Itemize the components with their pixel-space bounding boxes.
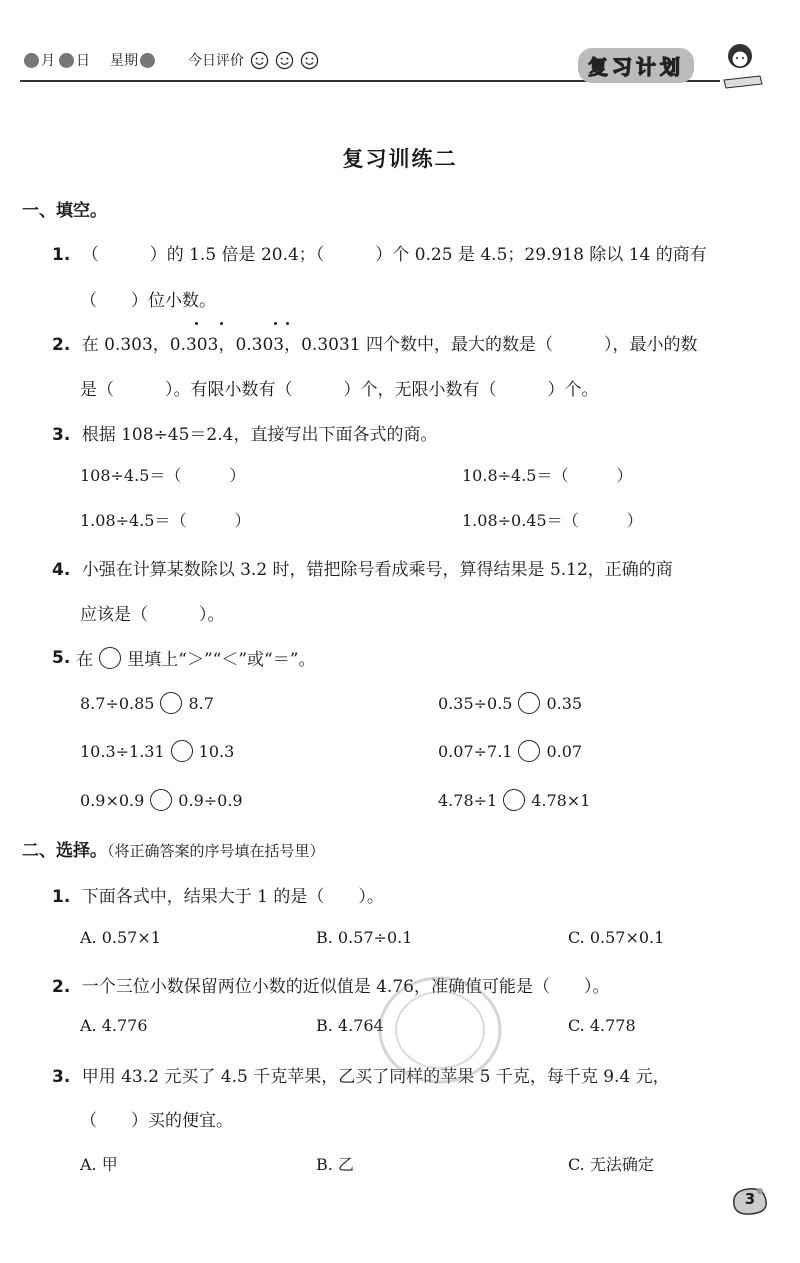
question-number: 2. xyxy=(52,977,71,997)
question-text: 下面各式中，结果大于 1 的是（ ）。 xyxy=(81,887,384,907)
compare-expression xyxy=(438,740,582,762)
option-c[interactable]: C. 无法确定 xyxy=(568,1155,654,1174)
compare-expression xyxy=(438,789,590,811)
month-blank xyxy=(24,53,39,68)
option-b[interactable]: B. 4.764 xyxy=(316,1016,384,1035)
compare-circle-input[interactable] xyxy=(171,740,193,762)
question-number: 3. xyxy=(52,425,71,445)
brand-title: 复习计划 xyxy=(578,48,694,83)
smiley-icon xyxy=(250,51,269,70)
evaluation-field xyxy=(188,50,319,70)
compare-left: 4.78÷1 xyxy=(438,790,498,810)
quotient-expression: 108÷4.5＝（ ） xyxy=(80,466,246,485)
compare-circle-input[interactable] xyxy=(518,740,540,762)
quotient-expression: 1.08÷4.5＝（ ） xyxy=(80,511,251,530)
date-fields xyxy=(22,50,157,70)
compare-expression xyxy=(438,692,582,714)
smiley-icon xyxy=(275,51,294,70)
day-label: 日 xyxy=(76,53,90,69)
watermark-stamp-icon xyxy=(370,965,510,1095)
section-heading-choice xyxy=(22,836,325,861)
question-text: （ ）的 1.5 倍是 20.4；（ ）个 0.25 是 4.5；29.918 除以 14 的商有 xyxy=(81,245,707,265)
section-note: （将正确答案的序号填在括号里） xyxy=(107,842,325,860)
student-mascot-icon xyxy=(720,40,764,90)
page-number: 3 xyxy=(744,1190,756,1208)
repeating-dot xyxy=(274,322,277,325)
question-number: 2. xyxy=(52,335,71,355)
smiley-icon xyxy=(300,51,319,70)
compare-right: 0.9÷0.9 xyxy=(178,790,243,810)
question-4-continued: 应该是（ ）。 xyxy=(80,605,225,625)
question-number: 1. xyxy=(52,887,71,907)
question-text: 一个三位小数保留两位小数的近似值是 4.76，准确值可能是（ ）。 xyxy=(81,977,610,997)
question-1-continued: （ ）位小数。 xyxy=(80,291,216,311)
choice-question-3 xyxy=(52,1062,670,1087)
question-number: 1. xyxy=(52,245,71,265)
day-blank xyxy=(59,53,74,68)
option-c[interactable]: C. 0.57×0.1 xyxy=(568,928,665,947)
question-2-continued: 是（ ）。有限小数有（ ）个，无限小数有（ ）个。 xyxy=(80,380,599,400)
question-text: 甲用 43.2 元买了 4.5 千克苹果，乙买了同样的苹果 5 千克，每千克 9.4 元， xyxy=(81,1067,670,1087)
question-text-post: 里填上“＞”“＜”或“＝”。 xyxy=(127,650,316,670)
compare-circle-input[interactable] xyxy=(150,789,172,811)
compare-right: 4.78×1 xyxy=(531,790,591,810)
question-text-pre: 在 xyxy=(76,650,94,670)
repeating-dot xyxy=(220,322,223,325)
evaluation-label: 今日评价 xyxy=(188,53,244,69)
compare-right: 0.07 xyxy=(546,741,583,761)
repeating-dot xyxy=(286,322,289,325)
weekday-label: 星期 xyxy=(110,53,138,69)
page-title: 复习训练二 xyxy=(342,146,458,171)
compare-circle-input[interactable] xyxy=(160,692,182,714)
question-number: 4. xyxy=(52,560,71,580)
compare-circle-input[interactable] xyxy=(518,692,540,714)
weekday-blank xyxy=(140,53,155,68)
compare-expression xyxy=(80,692,214,714)
question-3 xyxy=(52,420,437,445)
repeating-dot xyxy=(195,322,198,325)
option-a[interactable]: A. 甲 xyxy=(80,1155,118,1174)
question-number: 3. xyxy=(52,1067,71,1087)
page-header xyxy=(0,0,800,110)
month-label: 月 xyxy=(41,53,55,69)
question-text: 在 0.303，0.303，0.303，0.3031 四个数中，最大的数是（ ），最小的数 xyxy=(81,335,698,355)
compare-expression xyxy=(80,740,234,762)
option-c[interactable]: C. 4.778 xyxy=(568,1016,636,1035)
compare-circle-input[interactable] xyxy=(503,789,525,811)
choice-question-2 xyxy=(52,972,609,997)
question-4 xyxy=(52,555,673,580)
compare-left: 10.3÷1.31 xyxy=(80,741,165,761)
option-a[interactable]: A. 0.57×1 xyxy=(80,928,161,947)
compare-expression xyxy=(80,789,243,811)
compare-right: 10.3 xyxy=(198,741,235,761)
compare-left: 0.35÷0.5 xyxy=(438,693,513,713)
question-5 xyxy=(52,645,315,670)
option-b[interactable]: B. 乙 xyxy=(316,1155,354,1174)
question-number: 5. xyxy=(52,647,71,668)
compare-left: 8.7÷0.85 xyxy=(80,693,155,713)
section-heading-fill-blank: 一、填空。 xyxy=(22,201,107,221)
question-text: 根据 108÷45＝2.4，直接写出下面各式的商。 xyxy=(81,425,438,445)
quotient-expression: 1.08÷0.45＝（ ） xyxy=(462,511,643,530)
section-title: 二、选择。 xyxy=(22,841,107,861)
choice-question-1 xyxy=(52,882,384,907)
compare-right: 0.35 xyxy=(546,693,583,713)
option-a[interactable]: A. 4.776 xyxy=(80,1016,148,1035)
compare-right: 8.7 xyxy=(188,693,214,713)
compare-left: 0.07÷7.1 xyxy=(438,741,513,761)
choice-question-3-continued: （ ）买的便宜。 xyxy=(80,1111,233,1131)
compare-left: 0.9×0.9 xyxy=(80,790,145,810)
compare-circle-icon xyxy=(99,647,121,669)
quotient-expression: 10.8÷4.5＝（ ） xyxy=(462,466,633,485)
option-b[interactable]: B. 0.57÷0.1 xyxy=(316,928,413,947)
brand-logo xyxy=(570,40,760,92)
question-1 xyxy=(52,240,707,265)
question-2 xyxy=(52,330,698,355)
question-text: 小强在计算某数除以 3.2 时，错把除号看成乘号，算得结果是 5.12，正确的商 xyxy=(81,560,673,580)
